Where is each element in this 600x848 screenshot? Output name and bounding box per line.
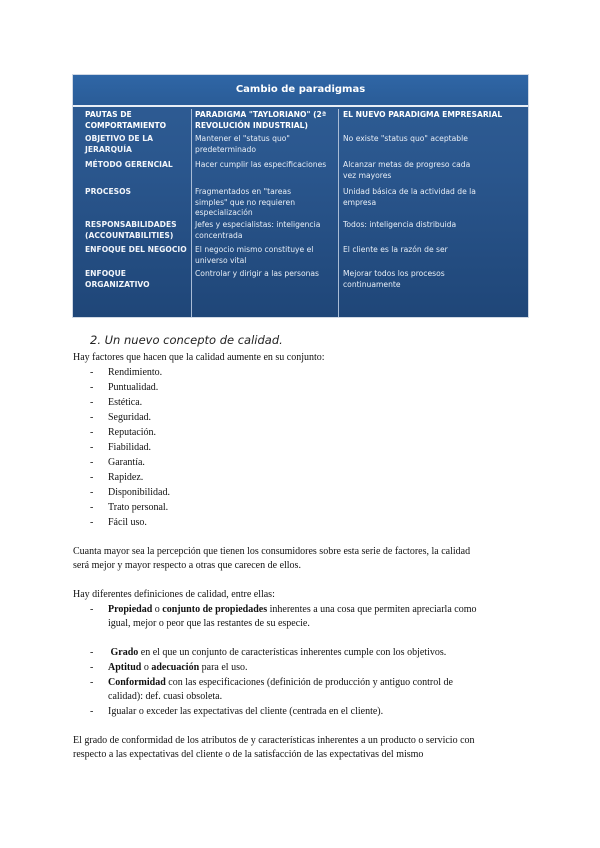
- row-cell: Todos: inteligencia distribuida: [343, 220, 457, 229]
- column-divider: [191, 109, 192, 317]
- row-cell: Fragmentados en "tareas simples" que no requieren especialización: [195, 187, 296, 217]
- table-title: Cambio de paradigmas: [73, 75, 528, 107]
- row-label: PROCESOS: [85, 187, 132, 196]
- paragraph-line: respecto a las expectativas del cliente o de la satisfacción de las expectativas del mismo: [73, 749, 424, 760]
- paragraph-line: será mejor y mayor respecto a otras que carecen de ellos.: [73, 560, 301, 571]
- header-col-2: PARADIGMA "TAYLORIANO" (2ª REVOLUCIÓN INDUSTRIAL): [195, 110, 327, 130]
- table-grid: [73, 109, 528, 317]
- header-col-3: EL NUEVO PARADIGMA EMPRESARIAL: [343, 110, 503, 119]
- paragraph-line: Cuanta mayor sea la percepción que tienen los consumidores sobre esta serie de factores, la calidad: [73, 546, 471, 557]
- column-divider: [338, 109, 339, 317]
- row-label: RESPONSABILIDADES (ACCOUNTABILITIES): [85, 220, 177, 240]
- paradigm-table: [72, 74, 529, 318]
- section-number: 2.: [90, 333, 101, 347]
- row-cell: El cliente es la razón de ser: [343, 245, 448, 254]
- row-cell: Unidad básica de la actividad de la empresa: [343, 187, 476, 207]
- section-title: Un nuevo concepto de calidad.: [104, 333, 283, 347]
- row-cell: El negocio mismo constituye el universo vital: [195, 245, 314, 265]
- row-label: OBJETIVO DE LA JERARQUÍA: [85, 134, 153, 154]
- row-cell: Alcanzar metas de progreso cada vez mayores: [343, 160, 471, 180]
- row-label: ENFOQUE ORGANIZATIVO: [85, 269, 150, 289]
- row-cell: Hacer cumplir las especificaciones: [195, 160, 327, 169]
- section-heading: [90, 333, 283, 347]
- row-cell: Controlar y dirigir a las personas: [195, 269, 320, 278]
- row-label: MÉTODO GERENCIAL: [85, 160, 173, 169]
- header-col-1: PAUTAS DE COMPORTAMIENTO: [85, 110, 167, 130]
- paragraph-line: El grado de conformidad de los atributos de y características inherentes a un producto o servicio con: [73, 735, 475, 746]
- row-label: ENFOQUE DEL NEGOCIO: [85, 245, 187, 254]
- row-cell: No existe "status quo" aceptable: [343, 134, 468, 143]
- row-cell: Jefes y especialistas: inteligencia concentrada: [195, 220, 321, 240]
- definitions-intro: Hay diferentes definiciones de calidad, entre ellas:: [73, 589, 275, 600]
- intro-text: Hay factores que hacen que la calidad aumente en su conjunto:: [73, 352, 325, 363]
- row-cell: Mejorar todos los procesos continuamente: [343, 269, 445, 289]
- row-cell: Mantener el "status quo" predeterminado: [195, 134, 290, 154]
